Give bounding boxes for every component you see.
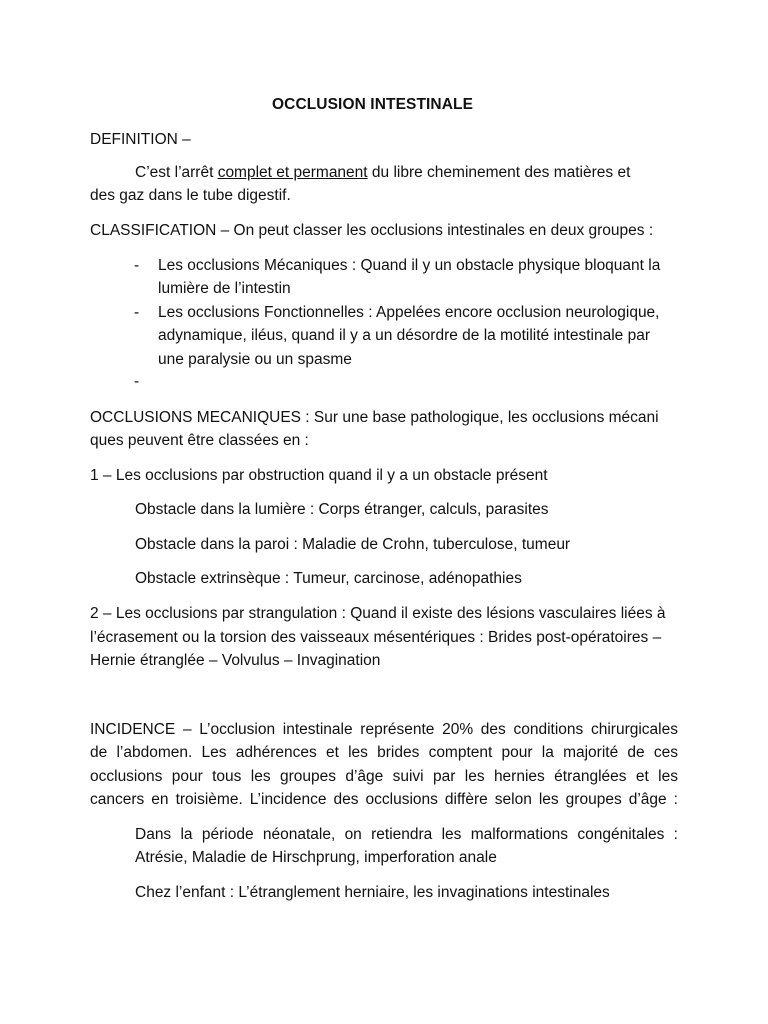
bullet-dash: - xyxy=(134,304,140,321)
obstacle-lumiere: Obstacle dans la lumière : Corps étranger, calculs, parasites xyxy=(135,501,549,518)
obstruction-heading: 1 – Les occlusions par obstruction quand il y a un obstacle présent xyxy=(90,467,548,484)
list-item-line: adynamique, iléus, quand il y a un désordre de la motilité intestinale par xyxy=(158,327,650,344)
definition-line-2: des gaz dans le tube digestif. xyxy=(90,187,291,204)
list-item-line: lumière de l’intestin xyxy=(158,280,291,297)
obstacle-paroi: Obstacle dans la paroi : Maladie de Crohn, tuberculose, tumeur xyxy=(135,536,571,553)
definition-text-after: du libre cheminement des matières et xyxy=(367,164,631,181)
incidence-line-4: cancers en troisième. L’incidence des occlusions diffère selon les groupes d’âge : xyxy=(90,791,678,808)
obstacle-extrinseque: Obstacle extrinsèque : Tumeur, carcinose, adénopathies xyxy=(135,570,522,587)
classification-intro: CLASSIFICATION – On peut classer les occlusions intestinales en deux groupes : xyxy=(90,222,654,239)
strangulation-line-2: l’écrasement ou la torsion des vaisseaux mésentériques : Brides post-opératoires – xyxy=(90,629,662,646)
mecaniques-line-2: ques peuvent être classées en : xyxy=(90,432,309,449)
incidence-line-3: occlusions pour tous les groupes d’âge suivi par les hernies étranglées et les xyxy=(90,768,678,785)
bullet-dash: - xyxy=(134,257,140,274)
incidence-line-1: INCIDENCE – L’occlusion intestinale représente 20% des conditions chirurgicales xyxy=(90,721,678,738)
definition-line-1 xyxy=(135,162,630,184)
list-item-line: une paralysie ou un spasme xyxy=(158,351,352,368)
strangulation-line-3: Hernie étranglée – Volvulus – Invagination xyxy=(90,652,381,669)
neonatal-line-2: Atrésie, Maladie de Hirschprung, imperforation anale xyxy=(135,849,497,866)
incidence-line-2: de l’abdomen. Les adhérences et les brides comptent pour la majorité de ces xyxy=(90,744,678,761)
document-title: OCCLUSION INTESTINALE xyxy=(272,96,474,113)
neonatal-line-1: Dans la période néonatale, on retiendra les malformations congénitales : xyxy=(135,826,678,843)
list-item-line: Les occlusions Mécaniques : Quand il y un obstacle physique bloquant la xyxy=(158,257,661,274)
mecaniques-line-1: OCCLUSIONS MECANIQUES : Sur une base pathologique, les occlusions mécani xyxy=(90,409,659,426)
strangulation-line-1: 2 – Les occlusions par strangulation : Quand il existe des lésions vasculaires liées à xyxy=(90,605,666,622)
definition-heading: DEFINITION – xyxy=(90,131,191,148)
enfant-line: Chez l’enfant : L’étranglement herniaire, les invaginations intestinales xyxy=(135,884,610,901)
list-item-line: Les occlusions Fonctionnelles : Appelées encore occlusion neurologique, xyxy=(158,304,660,321)
definition-text-before: C’est l’arrêt xyxy=(135,164,218,181)
definition-underlined-text: complet et permanent xyxy=(217,164,368,181)
bullet-dash: - xyxy=(134,373,140,390)
